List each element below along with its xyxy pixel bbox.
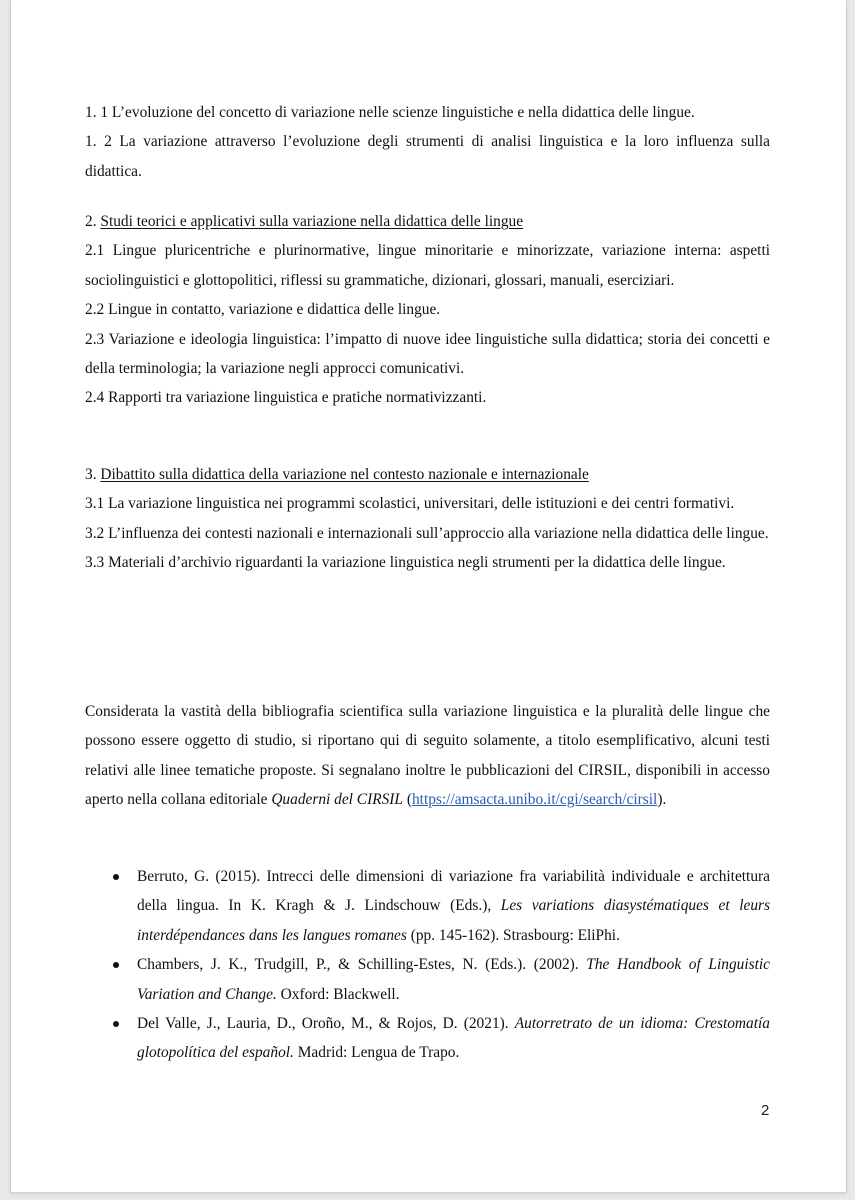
topic-2-4: 2.4 Rapporti tra variazione linguistica e pratiche normativizzanti. [85, 389, 487, 407]
bullet-icon [113, 962, 119, 968]
topic-2-2: 2.2 Lingue in contatto, variazione e didattica delle lingue. [85, 301, 441, 319]
reference-item [85, 950, 770, 1009]
cirsil-link[interactable]: https://amsacta.unibo.it/cgi/search/cirsil [411, 791, 658, 809]
reference-item [85, 862, 770, 950]
bullet-icon [113, 1021, 119, 1027]
intro-text: Considerata la vastità della bibliografia scientifica sulla variazione linguistica e la pluralità delle lingue che possono essere oggetto di studio, si riportano qui di seguito solamente, a titolo esemplificativo, alcuni testi relativi alle linee tematiche proposte. Si segnalano inoltre le pubblicazioni del CIRSIL, disponibili in accesso aperto nella collana editoriale [85, 703, 770, 809]
reference-text: (pp. 145-162). Strasbourg: EliPhi. [406, 926, 620, 944]
intro-open-paren: ( [402, 791, 412, 809]
topic-2-3: 2.3 Variazione e ideologia linguistica: l’impatto di nuove idee linguistiche sulla didattica; storia dei concetti e della terminologia; la variazione negli approcci comunicativi. [85, 330, 770, 378]
topic-2-1: 2.1 Lingue pluricentriche e plurinormative, lingue minoritarie e minorizzate, variazione interna: aspetti sociolinguistici e glottopolitici, riflessi su grammatiche, dizionari, glossari, manuali, eserciziari. [85, 242, 770, 289]
reference-text: Berruto, G. (2015). Intrecci delle dimensioni di variazione fra variabilità individuale e architettura della lingua. In K. Kragh & J. Lindschouw (Eds.), [137, 868, 770, 915]
topic-3-1: 3.1 La variazione linguistica nei programmi scolastici, universitari, delle istituzioni e dei centri formativi. [85, 495, 735, 513]
topic-1-2: 1. 2 La variazione attraverso l’evoluzione degli strumenti di analisi linguistica e la loro influenza sulla didattica. [85, 133, 770, 180]
reference-title: Autorretrato de un idioma: Crestomatía glotopolítica del español. [137, 1015, 770, 1062]
section-3-title: Dibattito sulla didattica della variazione nel contesto nazionale e internazionale [100, 466, 589, 483]
reference-text: Chambers, J. K., Trudgill, P., & Schilling-Estes, N. (Eds.). (2002). [137, 956, 587, 974]
bibliography-intro [85, 697, 770, 815]
section-3-number: 3. [85, 466, 97, 483]
topic-3-2: 3.2 L’influenza dei contesti nazionali e internazionali sull’approccio alla variazione nella didattica delle lingue. [85, 524, 769, 542]
reference-text: Madrid: Lengua de Trapo. [293, 1044, 460, 1062]
document-page [10, 0, 847, 1193]
section-2-heading [85, 207, 770, 236]
reference-text: Oxford: Blackwell. [276, 985, 400, 1003]
section-3 [85, 460, 770, 578]
topic-1-1: 1. 1 L’evoluzione del concetto di variazione nelle scienze linguistiche e nella didattica delle lingue. [85, 104, 695, 121]
intro-close: ). [657, 791, 667, 809]
section-2-title: Studi teorici e applicativi sulla variazione nella didattica delle lingue [100, 213, 524, 230]
reference-list [85, 862, 770, 1068]
section-2-number: 2. [85, 213, 97, 230]
topic-list-1 [85, 98, 770, 186]
section-3-heading [85, 460, 770, 489]
section-2 [85, 207, 770, 413]
reference-item [85, 1009, 770, 1068]
reference-title: Les variations diasystématiques et leurs interdépendances dans les langues romanes [137, 897, 770, 944]
intro-paragraph [85, 697, 770, 815]
reference-title: The Handbook of Linguistic Variation and Change. [137, 956, 770, 1003]
series-title: Quaderni del CIRSIL [271, 791, 403, 809]
bullet-icon [113, 874, 119, 880]
reference-text: Del Valle, J., Lauria, D., Oroño, M., & Rojos, D. (2021). [137, 1015, 515, 1033]
topic-3-3: 3.3 Materiali d’archivio riguardanti la variazione linguistica negli strumenti per la didattica delle lingue. [85, 554, 726, 572]
page-number: 2 [761, 1102, 770, 1119]
